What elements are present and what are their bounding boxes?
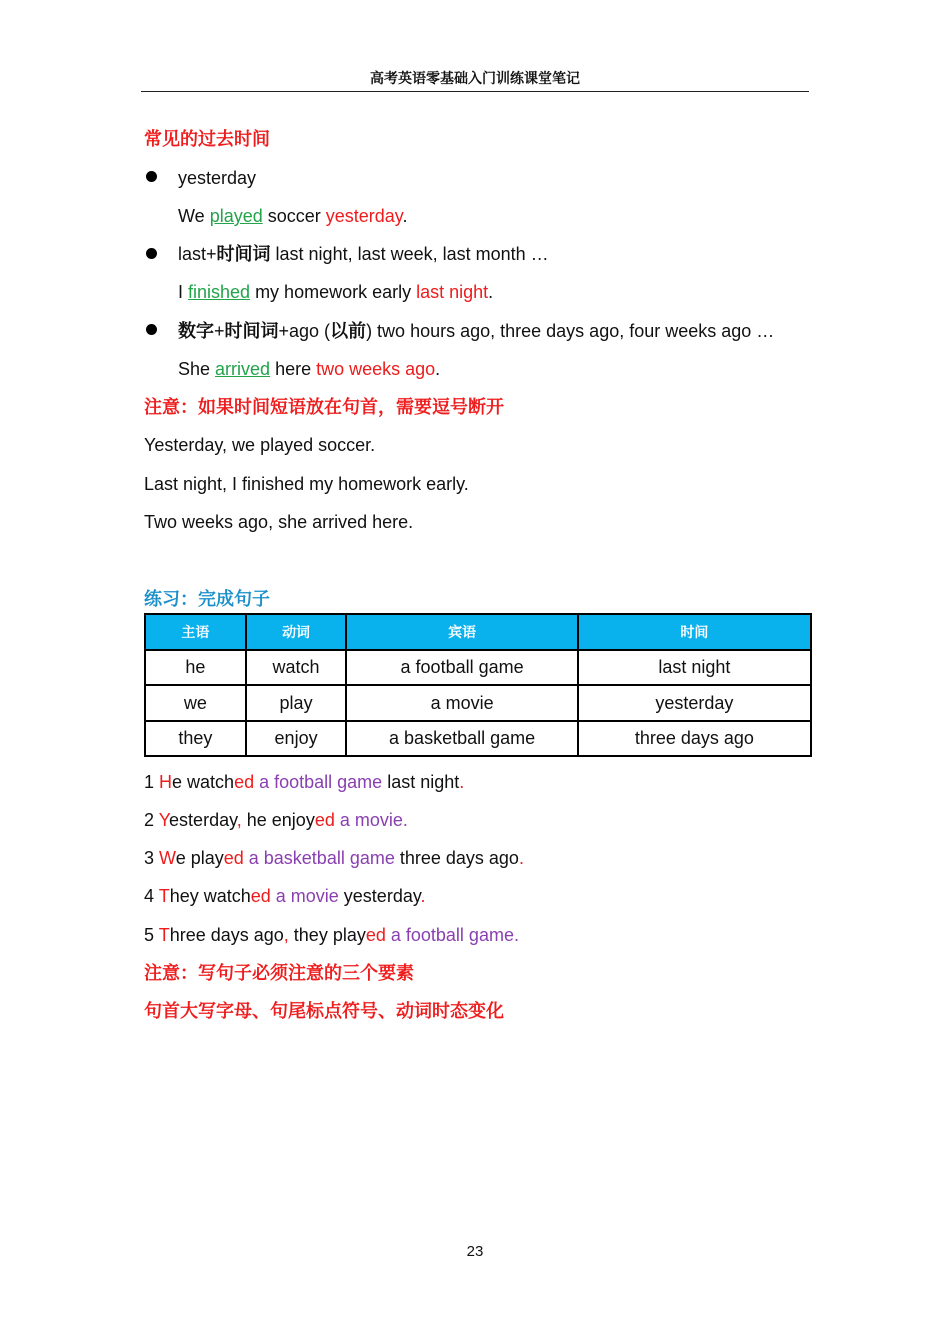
item-label-ago: 数字+时间词+ago (以前) two hours ago, three days ago, four weeks ago … [178, 321, 775, 341]
item-label-yesterday: yesterday [178, 168, 257, 188]
table-row [145, 650, 811, 685]
answer-sentence-3: 3 We played a basketball game three days ago. [144, 848, 524, 868]
table-cell: a football game [346, 650, 577, 685]
note-example-1: Yesterday, we played soccer. [144, 435, 376, 455]
table-cell: play [246, 685, 347, 720]
time-phrase: last night [416, 282, 489, 302]
table-cell: a movie [346, 685, 577, 720]
table-cell: three days ago [578, 721, 811, 756]
table-row [145, 685, 811, 720]
time-phrase: two weeks ago [316, 359, 436, 379]
table-cell: they [145, 721, 246, 756]
table-row [145, 721, 811, 756]
exercise-table [144, 613, 812, 757]
exercise-title: 练习：完成句子 [144, 589, 270, 609]
header-time: 时间 [578, 614, 811, 650]
time-phrase: yesterday [325, 206, 403, 226]
past-verb: arrived [215, 359, 271, 379]
note-comma-title: 注意：如果时间短语放在句首，需要逗号断开 [144, 397, 504, 417]
example-sentence-3: She arrived here two weeks ago. [178, 359, 441, 379]
table-cell: last night [578, 650, 811, 685]
section-title-past-time: 常见的过去时间 [144, 129, 270, 149]
bullet-icon [146, 171, 157, 182]
header-subject: 主语 [145, 614, 246, 650]
answer-sentence-4: 4 They watched a movie yesterday. [144, 886, 426, 906]
table-cell: he [145, 650, 246, 685]
note-three-elements-title: 注意：写句子必须注意的三个要素 [144, 963, 414, 983]
table-cell: we [145, 685, 246, 720]
bullet-icon [146, 324, 157, 335]
table-header-row [145, 614, 811, 650]
page-header: 高考英语零基础入门训练课堂笔记 [141, 68, 809, 92]
table-cell: watch [246, 650, 347, 685]
bullet-icon [146, 248, 157, 259]
answer-sentence-5: 5 Three days ago, they played a football game. [144, 925, 519, 945]
example-sentence-1: We played soccer yesterday. [178, 206, 408, 226]
header-object: 宾语 [346, 614, 577, 650]
table-cell: yesterday [578, 685, 811, 720]
past-verb: played [209, 206, 263, 226]
note-example-3: Two weeks ago, she arrived here. [144, 512, 414, 532]
example-sentence-2: I finished my homework early last night. [178, 282, 494, 302]
item-label-last: last+时间词 last night, last week, last month … [178, 244, 549, 264]
answer-sentence-1: 1 He watched a football game last night. [144, 772, 465, 792]
past-verb: finished [188, 282, 251, 302]
answer-sentence-2: 2 Yesterday, he enjoyed a movie. [144, 810, 408, 830]
note-three-elements-detail: 句首大写字母、句尾标点符号、动词时态变化 [144, 1001, 504, 1021]
note-example-2: Last night, I finished my homework early. [144, 474, 469, 494]
table-cell: a basketball game [346, 721, 577, 756]
page-number: 23 [466, 1243, 484, 1260]
table-cell: enjoy [246, 721, 347, 756]
header-verb: 动词 [246, 614, 347, 650]
